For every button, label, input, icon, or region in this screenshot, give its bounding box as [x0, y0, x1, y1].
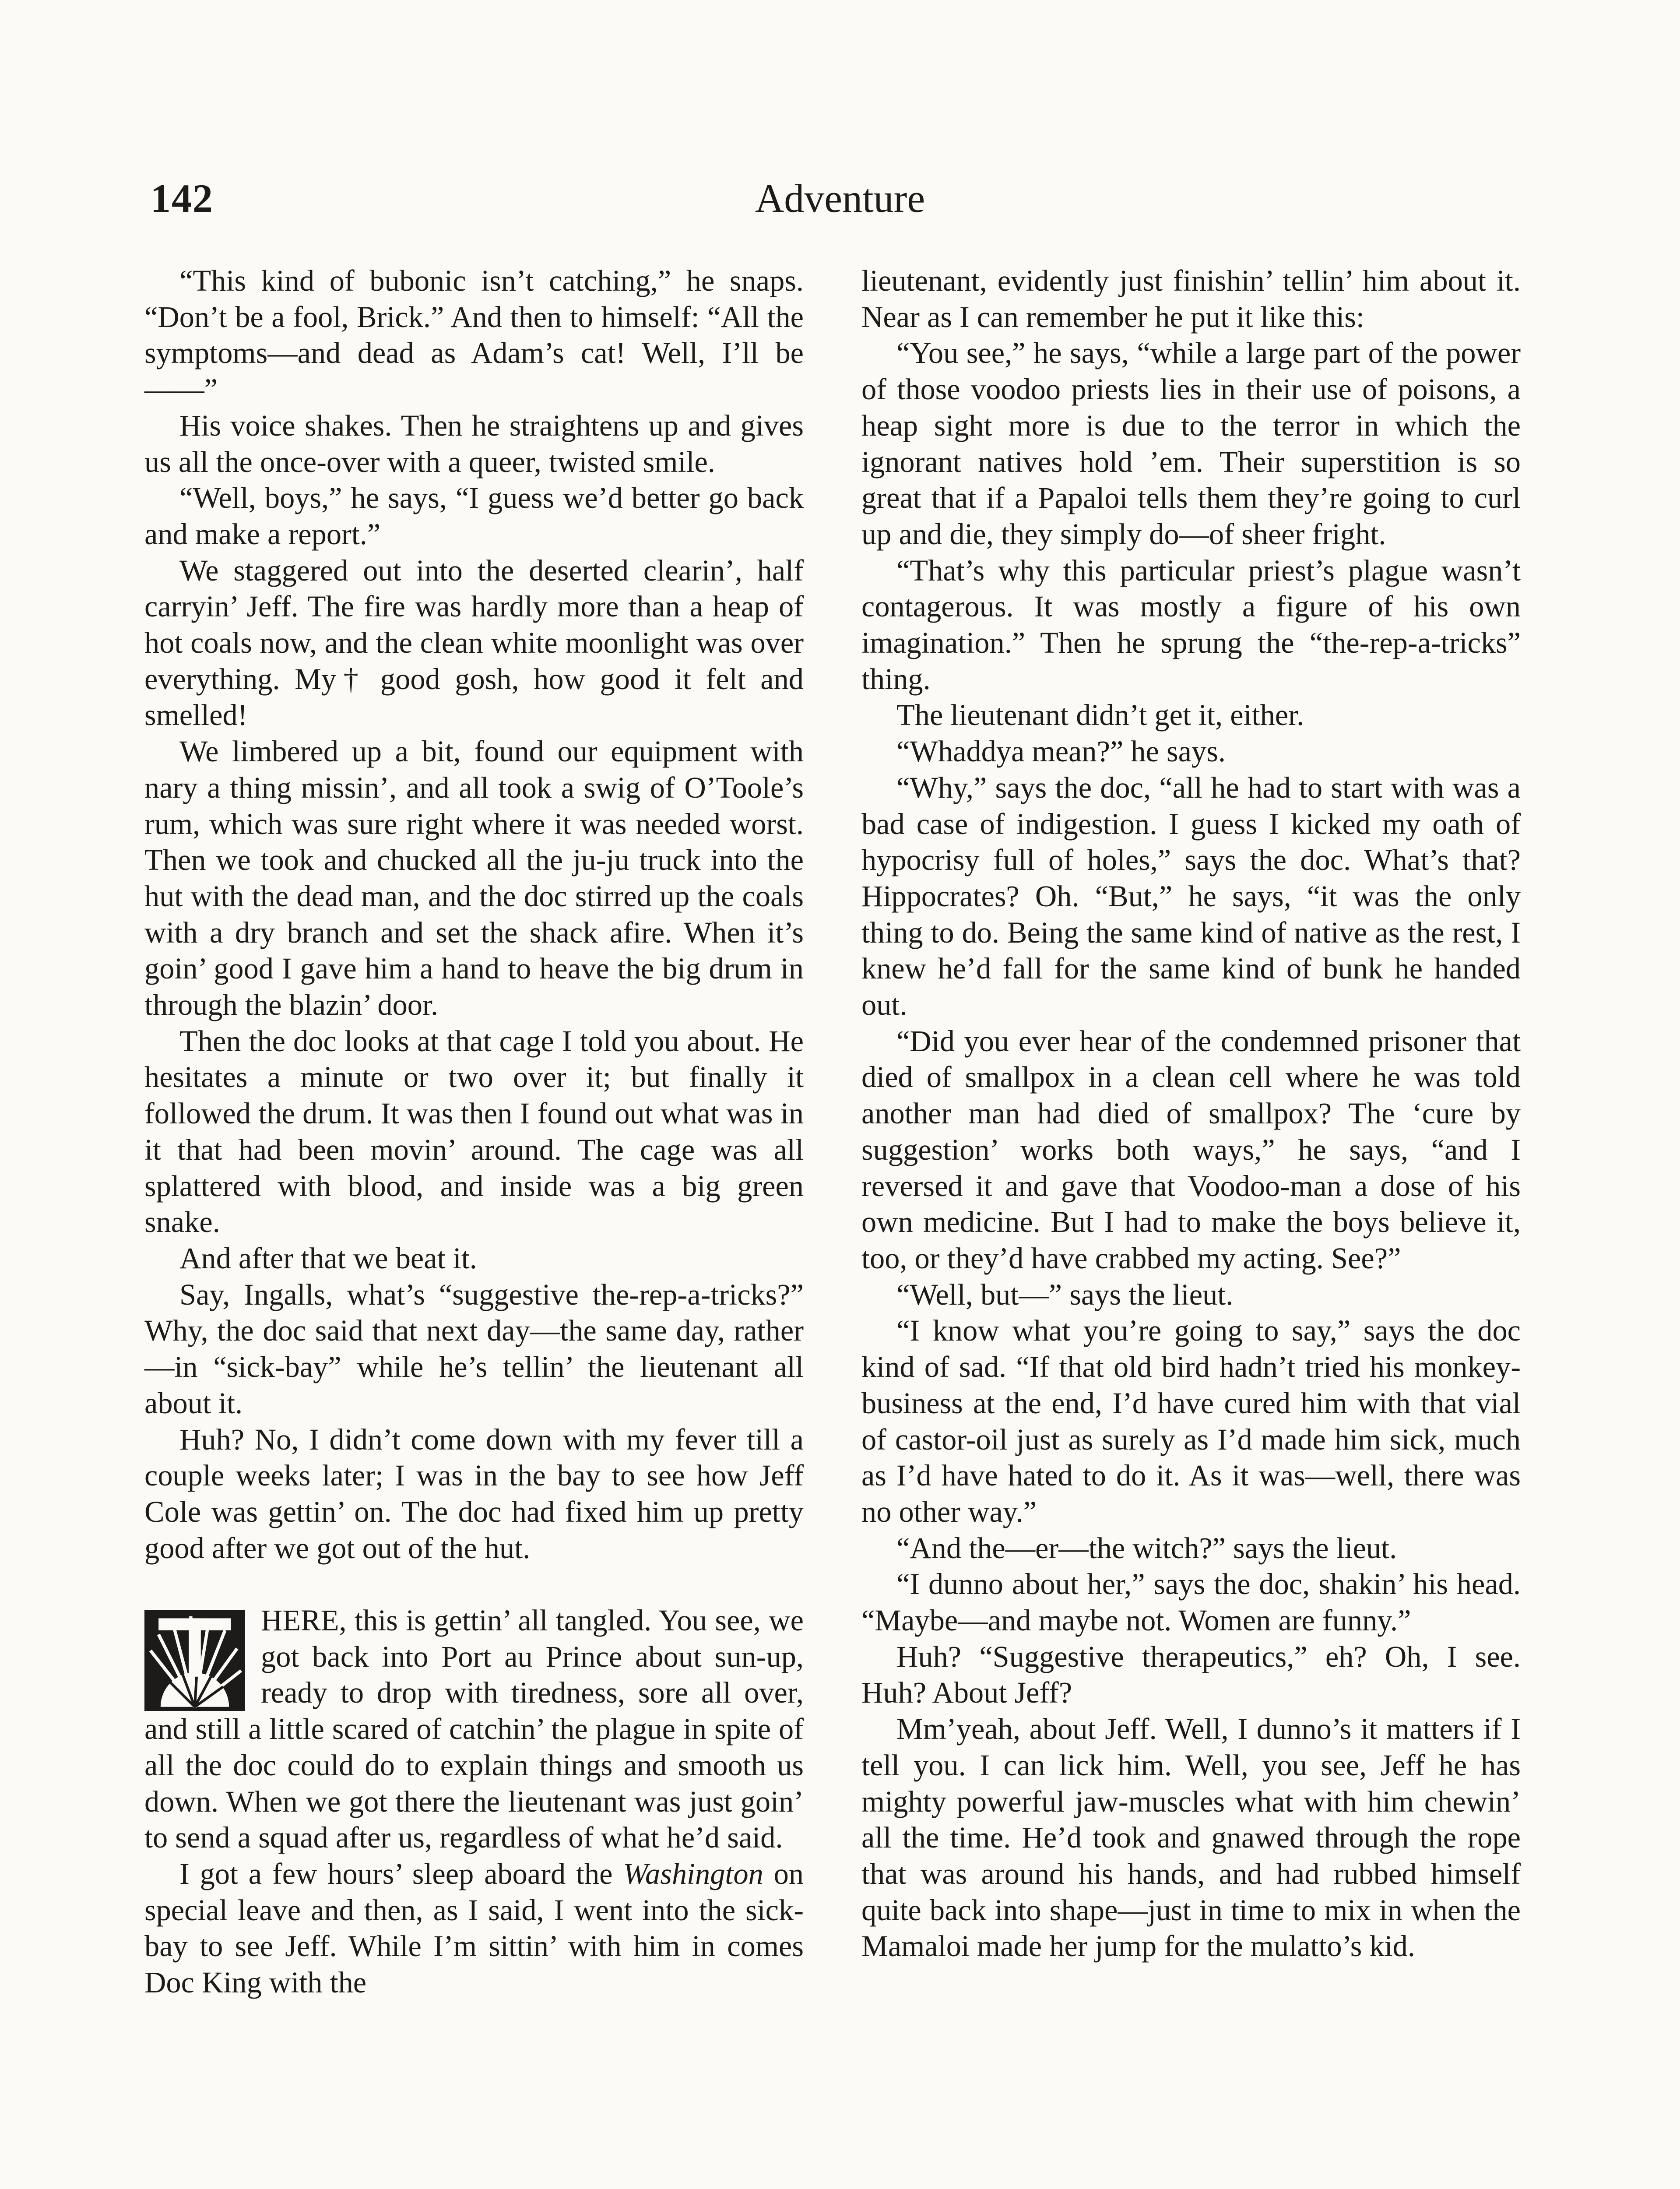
ship-name: Washington — [623, 1857, 763, 1890]
paragraph-text-start: I got a few hours’ sleep aboard the — [179, 1857, 623, 1890]
left-column — [144, 263, 804, 2001]
paragraph: “I dunno about her,” says the doc, shakin’ his head. “Maybe—and maybe not. Women are funny.” — [861, 1567, 1521, 1637]
paragraph: Huh? “Suggestive therapeutics,” eh? Oh, I see. Huh? About Jeff? — [861, 1640, 1521, 1710]
paragraph: Then the doc looks at that cage I told you about. He hesitates a minute or two over it; but finally it followed the drum. It was then I found out what was in it that had been movin’ around. The cage was all splattered with blood, and inside was a big green snake. — [144, 1024, 804, 1239]
paragraph: Mm’yeah, about Jeff. Well, I dunno’s it matters if I tell you. I can lick him. Well, you see, Jeff he has mighty powerful jaw-muscles what with him chewin’ all the time. He’d took and gnawed through the rope that was around his hands, and had rubbed himself quite back into shape—just in time to mix in when the Mamaloi made her jump for the mulatto’s kid. — [861, 1712, 1521, 1963]
paragraph: “Well, but—” says the lieut. — [896, 1278, 1234, 1311]
paragraph: We limbered up a bit, found our equipment with nary a thing missin’, and all took a swig of O’Toole’s rum, which was sure right where it was needed worst. Then we took and chucked all the ju-ju truck into the hut with the dead man, and the doc stirred up the coals with a dry branch and set the shack afire. When it’s goin’ good I gave him a hand to heave the big drum in through the blazin’ door. — [144, 735, 804, 1022]
paragraph: Huh? No, I didn’t come down with my fever till a couple weeks later; I was in the bay to see how Jeff Cole was gettin’ on. The doc had fixed him up pretty good after we got out of the hut. — [144, 1422, 804, 1565]
dropcap-t-icon — [144, 1610, 245, 1711]
paragraph: The lieutenant didn’t get it, either. — [896, 698, 1304, 732]
paragraph: “I know what you’re going to say,” says the doc kind of sad. “If that old bird hadn’t tried his monkey-business at the end, I’d have cured him with that vial of castor-oil just as surely as I’d made him sick, much as I’d have hated to do it. As it was—well, there was no other way.” — [861, 1314, 1521, 1528]
running-title: Adventure — [755, 176, 925, 221]
paragraph: And after that we beat it. — [179, 1241, 477, 1275]
paragraph: “And the—er—the witch?” says the lieut. — [896, 1531, 1397, 1565]
paragraph: Say, Ingalls, what’s “suggestive the-rep-a-tricks?” Why, the doc said that next day—the same day, rather—in “sick-bay” while he’s tellin’ the lieutenant all about it. — [144, 1278, 804, 1420]
paragraph: “This kind of bubonic isn’t catching,” he snaps. “Don’t be a fool, Brick.” And then to himself: “All the symptoms—and dead as Adam’s cat! Well, I’ll be——” — [144, 264, 804, 406]
paragraph: His voice shakes. Then he straightens up and gives us all the once-over with a queer, twisted smile. — [144, 408, 804, 479]
page-number: 142 — [151, 176, 214, 221]
paragraph-text-end: on special leave and then, as I said, I went into the sick-bay to see Jeff. While I’m sittin’ with him in comes Doc King with the — [144, 1857, 804, 1999]
paragraph: “That’s why this particular priest’s plague wasn’t contagerous. It was mostly a figure of his own imagination.” Then he sprung the “the-rep-a-tricks” thing. — [861, 553, 1521, 696]
dropcap-paragraph-text: HERE, this is gettin’ all tangled. You see, we got back into Port au Prince about sun-up, ready to drop with tiredness, sore all over, and still a little scared of catchin’ the plague in spite of all the doc could do to explain things and smooth us down. When we got there the lieutenant was just goin’ to send a squad after us, regardless of what he’d said. — [144, 1604, 804, 1855]
paragraph: “Whaddya mean?” he says. — [896, 735, 1226, 768]
paragraph: “Did you ever hear of the condemned prisoner that died of smallpox in a clean cell where he was told another man had died of smallpox? The ‘cure by suggestion’ works both ways,” he says, “and I reversed it and gave that Voodoo-man a dose of his own medicine. But I had to make the boys believe it, too, or they’d have crabbed my acting. See?” — [861, 1024, 1521, 1275]
paragraph-continued: lieutenant, evidently just finishin’ tellin’ him about it. Near as I can remember he put it like this: — [861, 264, 1521, 334]
right-column — [861, 263, 1521, 1964]
paragraph: “Well, boys,” he says, “I guess we’d better go back and make a report.” — [144, 481, 804, 551]
paragraph: “Why,” says the doc, “all he had to start with was a bad case of indigestion. I guess I kicked my oath of hypocrisy full of holes,” says the doc. What’s that? Hippocrates? Oh. “But,” he says, “it was the only thing to do. Being the same kind of native as the rest, I knew he’d fall for the same kind of bunk he handed out. — [861, 771, 1521, 1022]
paragraph: “You see,” he says, “while a large part of the power of those voodoo priests lies in their use of poisons, a heap sight more is due to the terror in which the ignorant natives hold ’em. Their superstition is so great that if a Papaloi tells them they’re going to curl up and die, they simply do—of sheer fright. — [861, 336, 1521, 551]
paragraph — [144, 1856, 804, 2001]
dropcap-paragraph — [144, 1602, 804, 1856]
paragraph: We staggered out into the deserted clearin’, half carryin’ Jeff. The fire was hardly more than a heap of hot coals now, and the clean white moonlight was over everything. My† good gosh, how good it felt and smelled! — [144, 553, 804, 732]
